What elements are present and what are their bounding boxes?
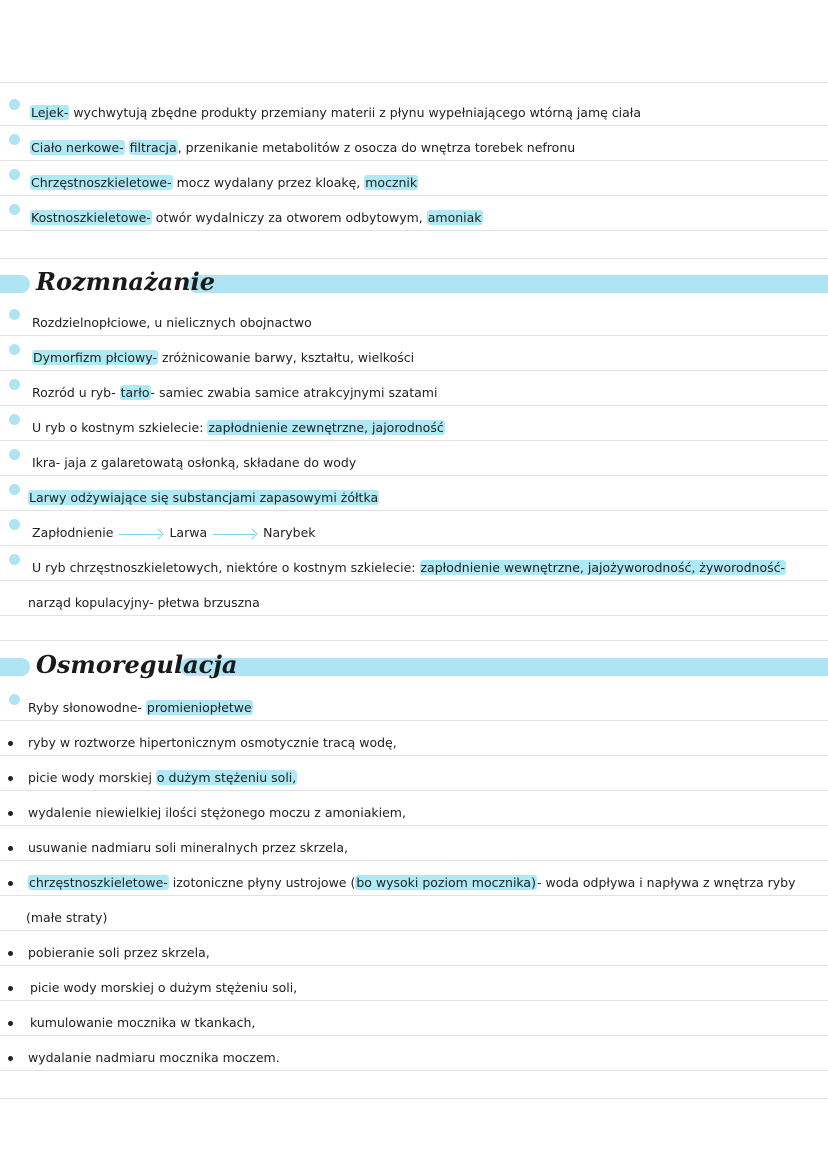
list-item <box>0 768 828 788</box>
list-item <box>0 173 828 193</box>
ruled-line <box>0 475 828 476</box>
list-item <box>0 803 828 823</box>
item-text <box>28 488 379 508</box>
ruled-line <box>0 930 828 931</box>
list-item <box>0 1013 828 1033</box>
text-segment: usuwanie nadmiaru soli mineralnych przez skrzela, <box>28 840 348 855</box>
item-text <box>30 173 418 193</box>
text-segment: U ryb chrzęstnoszkieletowych, niektóre o kostnym szkielecie: <box>32 560 420 575</box>
highlighted-term: chrzęstnoszkieletowe- <box>29 875 168 890</box>
list-item <box>0 313 828 333</box>
bullet-icon <box>8 881 13 886</box>
text-segment: pobieranie soli przez skrzela, <box>28 945 210 960</box>
highlighted-term: Larwy odżywiające się substancjami zapasowymi żółtka <box>29 490 379 505</box>
ruled-line <box>0 405 828 406</box>
ruled-line <box>0 510 828 511</box>
item-text <box>28 873 795 893</box>
bullet-dot-icon <box>9 309 20 320</box>
ruled-line <box>0 615 828 616</box>
text-segment: (małe straty) <box>26 910 108 925</box>
highlighted-term: Chrzęstnoszkieletowe- <box>31 175 172 190</box>
section-title: Rozmnażanie <box>36 267 215 296</box>
highlighted-term: mocznik <box>365 175 418 190</box>
text-segment: Rozdzielnopłciowe, u nielicznych obojnactwo <box>32 315 312 330</box>
bullet-dot-icon <box>9 134 20 145</box>
text-segment: kumulowanie mocznika w tkankach, <box>30 1015 256 1030</box>
text-segment: - woda odpływa i napływa z wnętrza ryby <box>536 875 796 890</box>
item-text <box>28 1048 280 1068</box>
text-segment: narząd kopulacyjny- płetwa brzuszna <box>28 595 260 610</box>
ruled-line <box>0 965 828 966</box>
list-item <box>0 138 828 158</box>
list-item <box>0 523 828 543</box>
heading-bar-right <box>188 275 828 293</box>
bullet-icon <box>8 846 13 851</box>
arrow-right-icon <box>119 529 163 539</box>
ruled-line <box>0 82 828 83</box>
text-segment: U ryb o kostnym szkielecie: <box>32 420 208 435</box>
bullet-dot-icon <box>9 694 20 705</box>
ruled-line <box>0 160 828 161</box>
highlighted-term: promieniopłetwe <box>146 700 252 715</box>
bullet-dot-icon <box>9 99 20 110</box>
item-text <box>28 593 260 613</box>
text-segment: picie wody morskiej o dużym stężeniu soli, <box>30 980 298 995</box>
highlighted-term: Dymorfizm płciowy- <box>33 350 157 365</box>
bullet-icon <box>8 1021 13 1026</box>
item-text <box>28 698 253 718</box>
ruled-line <box>0 545 828 546</box>
text-segment: wychwytują zbędne produkty przemiany materii z płynu wypełniającego wtórną jamę ciała <box>69 105 642 120</box>
text-segment: otwór wydalniczy za otworem odbytowym, <box>151 210 427 225</box>
text-segment: Rozród u ryb- <box>32 385 120 400</box>
ruled-line <box>0 895 828 896</box>
list-item <box>0 838 828 858</box>
ruled-line <box>0 195 828 196</box>
text-segment: , przenikanie metabolitów z osocza do wnętrza torebek nefronu <box>177 140 576 155</box>
ruled-line <box>0 790 828 791</box>
bullet-dot-icon <box>9 554 20 565</box>
highlighted-term: zapłodnienie zewnętrzne, jajorodność <box>208 420 444 435</box>
text-segment: wydalanie nadmiaru mocznika moczem. <box>28 1050 280 1065</box>
heading-bar-right <box>180 658 828 676</box>
text-segment: izotoniczne płyny ustrojowe ( <box>168 875 356 890</box>
ruled-line <box>0 720 828 721</box>
list-item <box>0 418 828 438</box>
ruled-line <box>0 1000 828 1001</box>
highlighted-term: bo wysoki poziom mocznika) <box>356 875 536 890</box>
item-text <box>28 838 348 858</box>
item-text <box>32 558 786 578</box>
highlighted-term: o dużym stężeniu soli, <box>156 770 297 785</box>
ruled-line <box>0 640 828 641</box>
flow-step: Narybek <box>263 525 316 540</box>
text-segment: zróżnicowanie barwy, kształtu, wielkości <box>157 350 415 365</box>
list-item <box>0 103 828 123</box>
flow-step: Larwa <box>169 525 208 540</box>
item-text <box>30 978 297 998</box>
heading-bar-left <box>0 658 30 676</box>
list-item <box>0 698 828 718</box>
text-segment: mocz wydalany przez kloakę, <box>172 175 365 190</box>
text-segment: picie wody morskiej <box>28 770 156 785</box>
ruled-line <box>0 1035 828 1036</box>
list-item <box>0 383 828 403</box>
bullet-icon <box>8 776 13 781</box>
highlighted-term: amoniak <box>427 210 482 225</box>
text-segment: ryby w roztworze hipertonicznym osmotycznie tracą wodę, <box>28 735 397 750</box>
text-segment: Ryby słonowodne- <box>28 700 146 715</box>
ruled-line <box>0 825 828 826</box>
text-segment: wydalenie niewielkiej ilości stężonego moczu z amoniakiem, <box>28 805 406 820</box>
list-item <box>0 593 828 613</box>
list-item <box>0 558 828 578</box>
list-item <box>0 488 828 508</box>
highlighted-term: filtracja <box>129 140 177 155</box>
item-text <box>32 418 445 438</box>
highlighted-term: tarło <box>120 385 150 400</box>
item-text <box>28 803 406 823</box>
ruled-line <box>0 335 828 336</box>
list-item <box>0 943 828 963</box>
ruled-line <box>0 125 828 126</box>
item-text <box>30 103 641 123</box>
list-item <box>0 348 828 368</box>
bullet-icon <box>8 811 13 816</box>
bullet-dot-icon <box>9 519 20 530</box>
bullet-dot-icon <box>9 449 20 460</box>
highlighted-term: zapłodnienie wewnętrzne, jajożyworodność, żyworodność- <box>420 560 786 575</box>
section-title: Osmoregulacja <box>36 650 238 679</box>
ruled-line <box>0 755 828 756</box>
list-item <box>0 1048 828 1068</box>
list-item <box>0 908 828 928</box>
heading-bar-left <box>0 275 30 293</box>
list-item <box>0 208 828 228</box>
item-text <box>32 383 437 403</box>
bullet-icon <box>8 986 13 991</box>
text-segment: - samiec zwabia samice atrakcyjnymi szatami <box>150 385 438 400</box>
bullet-dot-icon <box>9 484 20 495</box>
arrow-right-icon <box>213 529 257 539</box>
bullet-dot-icon <box>9 204 20 215</box>
list-item <box>0 873 828 893</box>
item-text <box>28 768 297 788</box>
bullet-icon <box>8 741 13 746</box>
list-item <box>0 733 828 753</box>
item-text <box>30 1013 255 1033</box>
bullet-dot-icon <box>9 414 20 425</box>
bullet-dot-icon <box>9 344 20 355</box>
text-segment: Ikra- jaja z galaretowatą osłonką, składane do wody <box>32 455 357 470</box>
item-text <box>28 733 397 753</box>
list-item <box>0 978 828 998</box>
ruled-line <box>0 1070 828 1071</box>
highlighted-term: Ciało nerkowe- <box>31 140 124 155</box>
bullet-icon <box>8 951 13 956</box>
ruled-line <box>0 230 828 231</box>
item-text <box>30 208 483 228</box>
list-item <box>0 453 828 473</box>
item-text <box>26 908 107 928</box>
highlighted-term: Lejek- <box>31 105 69 120</box>
section-heading <box>0 648 828 688</box>
section-heading <box>0 265 828 305</box>
ruled-line <box>0 370 828 371</box>
ruled-line <box>0 440 828 441</box>
item-text <box>32 453 356 473</box>
ruled-line <box>0 258 828 259</box>
item-text <box>28 943 210 963</box>
bullet-dot-icon <box>9 379 20 390</box>
item-text <box>30 138 575 158</box>
item-text <box>32 348 414 368</box>
item-text <box>32 313 312 333</box>
item-text <box>32 523 316 543</box>
ruled-line <box>0 860 828 861</box>
ruled-line <box>0 580 828 581</box>
bullet-dot-icon <box>9 169 20 180</box>
flow-step: Zapłodnienie <box>32 525 114 540</box>
highlighted-term: Kostnoszkieletowe- <box>31 210 151 225</box>
ruled-line <box>0 1098 828 1099</box>
bullet-icon <box>8 1056 13 1061</box>
